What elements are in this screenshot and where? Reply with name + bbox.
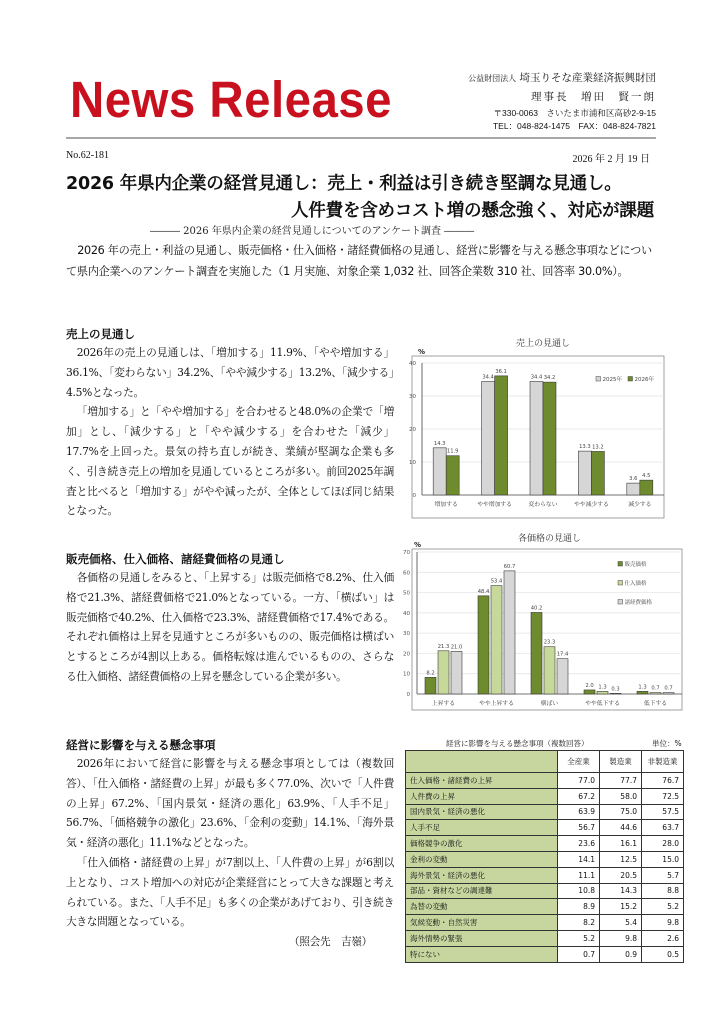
section-body-concerns xyxy=(66,754,394,952)
section-heading-prices: 販売価格、仕入価格、諸経費価格の見通し xyxy=(66,552,285,566)
legend-label: 2026年 xyxy=(634,377,654,383)
table-corner-cell xyxy=(406,751,558,773)
bar-2025年 xyxy=(627,483,640,495)
y-tick-label: 50 xyxy=(403,590,410,597)
data-label: 14.3 xyxy=(433,440,446,447)
cell-value: 15.0 xyxy=(642,851,684,867)
lead-paragraph: 2026 年の売上・利益の見通し、販売価格・仕入価格・諸経費価格の見通し、経営に影響を与える懸念事項などについて県内企業へのアンケート調査を実施した（1 月実施、対象企業 1,032 社、回答企業数 310 社、回答率 30.0%）。 xyxy=(66,244,652,278)
y-tick-label: 20 xyxy=(409,427,416,433)
row-label: 部品・資材などの調達難 xyxy=(406,883,558,899)
data-label: 34.2 xyxy=(543,375,556,382)
data-label: 8.2 xyxy=(426,670,435,677)
y-tick-label: 20 xyxy=(403,651,410,658)
cell-value: 8.9 xyxy=(558,899,600,915)
cell-value: 0.5 xyxy=(642,946,684,962)
data-label: 34.4 xyxy=(482,374,494,381)
x-tick-label: 低下する xyxy=(643,701,668,707)
column-header: 全産業 xyxy=(558,751,600,773)
x-tick-label: やや上昇する xyxy=(479,701,514,707)
data-label: 11.9 xyxy=(446,448,459,455)
y-tick-label: 40 xyxy=(403,610,410,617)
headline-subtitle: ――― 2026 年県内企業の経営見通しについてのアンケート調査 ――― xyxy=(150,226,475,237)
legend-swatch xyxy=(596,377,601,382)
bar-諸経費価格 xyxy=(451,651,462,694)
table-row xyxy=(406,836,684,852)
row-label: 人件費の上昇 xyxy=(406,788,558,804)
bar-販売価格 xyxy=(425,677,436,694)
data-label: 0.7 xyxy=(664,685,673,692)
legend-swatch xyxy=(618,581,623,586)
bar-仕入価格 xyxy=(650,693,661,694)
bar-仕入価格 xyxy=(597,691,608,694)
data-label: 13.3 xyxy=(579,444,591,451)
cell-value: 63.7 xyxy=(642,820,684,836)
row-label: 気候変動・自然災害 xyxy=(406,915,558,931)
data-label: 0.3 xyxy=(611,686,620,693)
section-body-prices xyxy=(66,568,394,687)
table-row xyxy=(406,930,684,946)
cell-value: 57.5 xyxy=(642,804,684,820)
x-tick-label: やや増加する xyxy=(477,502,512,508)
org-contact: TEL：048-824-1475 FAX：048-824-7821 xyxy=(492,121,656,131)
cell-value: 9.8 xyxy=(600,930,642,946)
section-heading-concerns: 経営に影響を与える懸念事項 xyxy=(66,738,216,752)
y-tick-label: 30 xyxy=(403,631,410,638)
cell-value: 8.8 xyxy=(642,883,684,899)
bar-2025年 xyxy=(578,451,591,495)
bar-2026年 xyxy=(446,456,459,495)
y-tick-label: 40 xyxy=(409,361,416,367)
legend-label: 販売価格 xyxy=(624,562,647,568)
data-label: 53.4 xyxy=(490,578,503,585)
table-header-row xyxy=(406,751,684,773)
org-address: 〒330-0063 さいたま市浦和区高砂2-9-15 xyxy=(493,108,656,118)
x-tick-label: 横ばい xyxy=(540,701,559,707)
cell-value: 2.6 xyxy=(642,930,684,946)
bar-仕入価格 xyxy=(544,647,555,694)
data-label: 60.7 xyxy=(503,563,516,570)
org-name: 埼玉りそな産業経済振興財団 xyxy=(519,72,656,84)
cell-value: 11.1 xyxy=(558,867,600,883)
y-tick-label: 30 xyxy=(409,394,416,400)
cell-value: 77.7 xyxy=(600,773,642,789)
cell-value: 16.1 xyxy=(600,836,642,852)
legend-swatch xyxy=(618,562,623,567)
x-tick-label: 減少する xyxy=(628,502,652,508)
row-label: 金利の変動 xyxy=(406,851,558,867)
table-row xyxy=(406,820,684,836)
y-axis-label: % xyxy=(414,541,422,549)
org-prefix: 公益財団法人 xyxy=(468,74,517,83)
cell-value: 15.2 xyxy=(600,899,642,915)
bar-販売価格 xyxy=(478,596,489,694)
row-label: 特にない xyxy=(406,946,558,962)
bar-2026年 xyxy=(543,382,556,495)
legend-label: 諸経費価格 xyxy=(624,600,653,606)
cell-value: 23.6 xyxy=(558,836,600,852)
x-tick-label: やや減少する xyxy=(574,502,609,508)
cell-value: 8.2 xyxy=(558,915,600,931)
x-tick-label: 上昇する xyxy=(431,701,456,707)
bar-2026年 xyxy=(495,376,508,495)
data-label: 3.6 xyxy=(629,476,638,483)
cell-value: 75.0 xyxy=(600,804,642,820)
bar-諸経費価格 xyxy=(663,693,674,694)
cell-value: 14.3 xyxy=(600,883,642,899)
cell-value: 10.8 xyxy=(558,883,600,899)
table-row xyxy=(406,899,684,915)
cell-value: 28.0 xyxy=(642,836,684,852)
column-header: 製造業 xyxy=(600,751,642,773)
bar-諸経費価格 xyxy=(504,571,515,694)
cell-value: 12.5 xyxy=(600,851,642,867)
cell-value: 5.2 xyxy=(558,930,600,946)
y-tick-label: 60 xyxy=(403,570,410,577)
sales-outlook-chart xyxy=(400,332,670,522)
table-row xyxy=(406,915,684,931)
cell-value: 9.8 xyxy=(642,915,684,931)
row-label: 海外景気・経済の悪化 xyxy=(406,867,558,883)
cell-value: 76.7 xyxy=(642,773,684,789)
legend-label: 仕入価格 xyxy=(624,581,647,587)
bar-仕入価格 xyxy=(491,586,502,694)
data-label: 1.3 xyxy=(638,684,647,691)
cell-value: 5.2 xyxy=(642,899,684,915)
cell-value: 5.7 xyxy=(642,867,684,883)
y-axis-label: % xyxy=(418,348,426,356)
bar-販売価格 xyxy=(531,612,542,694)
org-representative: 理事長 増田 賢一朗 xyxy=(531,91,656,103)
cell-value: 77.0 xyxy=(558,773,600,789)
table-row xyxy=(406,946,684,962)
row-label: 価格競争の激化 xyxy=(406,836,558,852)
x-tick-label: やや低下する xyxy=(585,701,620,707)
chart-title: 各価格の見通し xyxy=(517,534,582,544)
y-tick-label: 10 xyxy=(409,460,416,466)
table-row xyxy=(406,788,684,804)
bar-2025年 xyxy=(482,381,495,495)
paragraph: 各価格の見通しをみると、「上昇する」は販売価格で8.2%、仕入価格で21.3%、諸経費価格で21.0%となっている。一方、「横ばい」は販売価格で40.2%、仕入価格で23.3%、諸経費価格で17.4%である。それぞれ価格は上昇を見通すところが多いものの、販売価格は横ばいとするところが4割以上ある。価格転嫁は進んでいるものの、さらなる仕入価格、諸経費価格の上昇を懸念している企業が多い。 xyxy=(66,571,394,683)
table-row xyxy=(406,851,684,867)
concern-table-unit: 単位：% xyxy=(652,739,682,748)
column-header: 非製造業 xyxy=(642,751,684,773)
data-label: 40.2 xyxy=(530,605,543,612)
cell-value: 0.9 xyxy=(600,946,642,962)
data-label: 2.0 xyxy=(585,682,594,689)
cell-value: 67.2 xyxy=(558,788,600,804)
row-label: 国内景気・経済の悪化 xyxy=(406,804,558,820)
section-heading-sales: 売上の見通し xyxy=(66,327,135,341)
legend-swatch xyxy=(628,377,633,382)
bar-販売価格 xyxy=(637,691,648,694)
price-outlook-chart xyxy=(400,528,690,713)
row-label: 仕入価格・諸経費の上昇 xyxy=(406,773,558,789)
paragraph: 2026年において経営に影響を与える懸念事項としては（複数回答）、「仕入価格・諸経費の上昇」が最も多く77.0%、次いで「人件費の上昇」67.2%、「国内景気・経済の悪化」63.9%、「人手不足」56.7%、「価格競争の激化」23.6%、「金利の変動」14.1%、「海外景気・経済の悪化」11.1%などとなった。 xyxy=(66,757,394,850)
table-row xyxy=(406,773,684,789)
chart-title: 売上の見通し xyxy=(515,339,571,349)
bar-販売価格 xyxy=(584,690,595,694)
data-label: 0.7 xyxy=(651,685,660,692)
headline-line-2: 人件費を含めコスト増の懸念強く、対応が課題 xyxy=(291,201,654,221)
data-label: 21.0 xyxy=(450,644,463,651)
cell-value: 20.5 xyxy=(600,867,642,883)
table-row xyxy=(406,867,684,883)
organization-block xyxy=(468,70,656,132)
bar-2026年 xyxy=(591,451,604,495)
cell-value: 56.7 xyxy=(558,820,600,836)
legend-label: 2025年 xyxy=(602,377,622,383)
data-label: 36.1 xyxy=(495,368,507,375)
bar-諸経費価格 xyxy=(557,659,568,694)
data-label: 4.5 xyxy=(642,473,651,480)
x-tick-label: 増加する xyxy=(434,502,458,508)
contact-person: （照会先 吉嶺） xyxy=(288,935,372,949)
cell-value: 58.0 xyxy=(600,788,642,804)
x-tick-label: 変わらない xyxy=(528,502,558,508)
row-label: 人手不足 xyxy=(406,820,558,836)
bar-仕入価格 xyxy=(438,651,449,694)
cell-value: 63.9 xyxy=(558,804,600,820)
data-label: 13.2 xyxy=(592,444,604,451)
concern-table xyxy=(405,750,684,963)
header-divider xyxy=(66,137,656,139)
bar-2025年 xyxy=(530,381,543,495)
cell-value: 72.5 xyxy=(642,788,684,804)
paragraph: 2026年の売上の見通しは、「増加する」11.9%、「やや増加する」36.1%、「変わらない」34.2%、「やや減少する」13.2%、「減少する」4.5%となった。 xyxy=(66,346,394,399)
data-label: 34.4 xyxy=(530,374,543,381)
document-date: 2026 年 2 月 19 日 xyxy=(572,154,650,165)
y-tick-label: 0 xyxy=(406,692,410,698)
y-tick-label: 10 xyxy=(403,671,410,678)
cell-value: 5.4 xyxy=(600,915,642,931)
data-label: 23.3 xyxy=(543,639,556,646)
data-label: 21.3 xyxy=(437,643,450,650)
cell-value: 44.6 xyxy=(600,820,642,836)
legend-swatch xyxy=(618,600,623,605)
table-row xyxy=(406,804,684,820)
concern-table-caption: 経営に影響を与える懸念事項（複数回答） xyxy=(446,739,589,748)
row-label: 海外情勢の緊張 xyxy=(406,930,558,946)
news-release-logo: News Release xyxy=(70,71,392,128)
bar-2026年 xyxy=(640,480,653,495)
data-label: 1.3 xyxy=(598,684,607,691)
bar-諸経費価格 xyxy=(610,693,621,694)
org-name-line xyxy=(468,70,656,85)
paragraph: 「増加する」と「やや増加する」を合わせると48.0%の企業で「増加」とし、「減少する」と「やや減少する」を合わせた「減少」17.7%を上回った。景気の持ち直しが続き、業績が堅調な企業も多く、引き続き売上の増加を見通しているところが多い。前回2025年調査と比べると「増加する」がやや減ったが、全体としてほぼ同じ結果となった。 xyxy=(66,405,394,518)
data-label: 48.4 xyxy=(477,588,490,595)
data-label: 17.4 xyxy=(556,651,569,658)
section-body-sales xyxy=(66,343,394,521)
headline-line-1: 2026 年県内企業の経営見通し：売上・利益は引き続き堅調な見通し。 xyxy=(66,174,622,194)
cell-value: 0.7 xyxy=(558,946,600,962)
bar-2025年 xyxy=(433,448,446,495)
document-number: No.62-181 xyxy=(66,150,110,161)
y-tick-label: 0 xyxy=(412,493,416,499)
row-label: 為替の変動 xyxy=(406,899,558,915)
y-tick-label: 70 xyxy=(403,550,410,556)
cell-value: 14.1 xyxy=(558,851,600,867)
paragraph: 「仕入価格・諸経費の上昇」が7割以上、「人件費の上昇」が6割以上となり、コスト増加への対応が企業経営にとって大きな課題と考えられている。また、「人手不足」も多くの企業があげており、引き続き大きな問題となっている。 xyxy=(66,855,394,929)
table-row xyxy=(406,883,684,899)
